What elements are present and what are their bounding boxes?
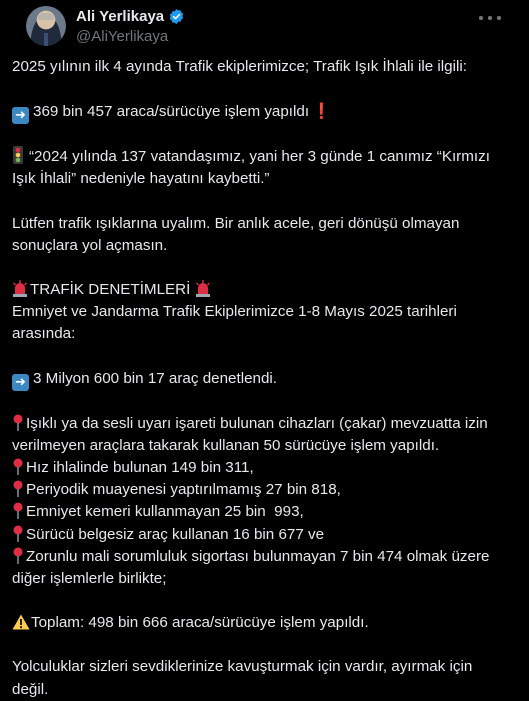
tweet-line [12,368,517,391]
police-light-icon [195,280,211,297]
tweet-line: Işık İhlali” nedeniyle hayatını kaybetti.” [12,170,270,188]
red-exclamation-icon: ❗ [312,102,331,121]
tweet-line: 2025 yılının ilk 4 ayında Trafik ekiplerimizce; Trafik Işık İhlali ile ilgili: [12,58,467,75]
avatar[interactable] [26,6,66,46]
round-pushpin-icon [12,525,24,542]
round-pushpin-icon [12,502,24,519]
verified-badge-icon [168,8,185,25]
tweet-line: diğer işlemlerle birlikte; [12,570,167,588]
round-pushpin-icon [12,414,24,431]
right-arrow-box-icon: ➜ [12,107,29,124]
tweet-line: Yolculuklar sizleri sevdiklerinize kavuşturmak için vardır, ayırmak için [12,658,473,676]
round-pushpin-icon [12,458,24,475]
tweet-line: Emniyet ve Jandarma Trafik Ekiplerimizce 1-8 Mayıs 2025 tarihleri [12,303,457,321]
right-arrow-box-icon: ➜ [12,374,29,391]
list-item-text: Emniyet kemeri kullanmayan 25 bin 993, [26,503,304,521]
tweet-line: Lütfen trafik ışıklarına uyalım. Bir anlık acele, geri dönüşü olmayan [12,214,460,232]
list-item [12,413,517,435]
section-title-text: TRAFİK DENETİMLERİ [30,281,191,299]
tweet-line: sonuçlara yol açmasın. [12,236,168,254]
tweet-header [14,0,515,52]
author-info [76,8,185,45]
list-item [12,479,517,501]
tweet-line: verilmeyen araçlara takarak kullanan 50 sürücüye işlem yapıldı. [12,436,440,454]
tweet-line [12,146,517,168]
vertical-traffic-light-icon [12,146,24,164]
tweet-line [12,612,517,634]
tweet-line: arasında: [12,325,76,343]
tweet-text [12,56,517,701]
list-item-text: Periyodik muayenesi yaptırılmamış 27 bin 818, [26,481,341,499]
list-item [12,457,517,479]
tweet-line-text: “2024 yılında 137 vatandaşımız, yani her 3 günde 1 canımız “Kırmızı [29,148,490,166]
more-options-icon[interactable] [479,12,501,24]
list-item [12,546,517,568]
tweet-line-text: Toplam: 498 bin 666 araca/sürücüye işlem yapıldı. [31,614,369,632]
list-item [12,501,517,523]
tweet-line: değil. [12,680,49,698]
list-item-text: Sürücü belgesiz araç kullanan 16 bin 677 ve [26,525,325,543]
list-item [12,524,517,546]
warning-icon [12,614,30,630]
section-title [12,279,517,301]
list-item-text: Hız ihlalinde bulunan 149 bin 311, [26,459,254,477]
author-name[interactable]: Ali Yerlikaya [76,8,165,25]
author-handle[interactable]: @AliYerlikaya [76,28,169,45]
round-pushpin-icon [12,547,24,564]
tweet-line-text: 369 bin 457 araca/sürücüye işlem yapıldı [33,103,310,121]
tweet-line-text: 3 Milyon 600 bin 17 araç denetlendi. [33,369,278,387]
police-light-icon [12,280,28,297]
round-pushpin-icon [12,480,24,497]
list-item-text: Zorunlu mali sorumluluk sigortası bulunmayan 7 bin 474 olmak üzere [26,547,490,565]
list-item-text: Işıklı ya da sesli uyarı işareti bulunan cihazları (çakar) mevzuatta izin [26,414,488,432]
tweet-line [12,100,517,124]
